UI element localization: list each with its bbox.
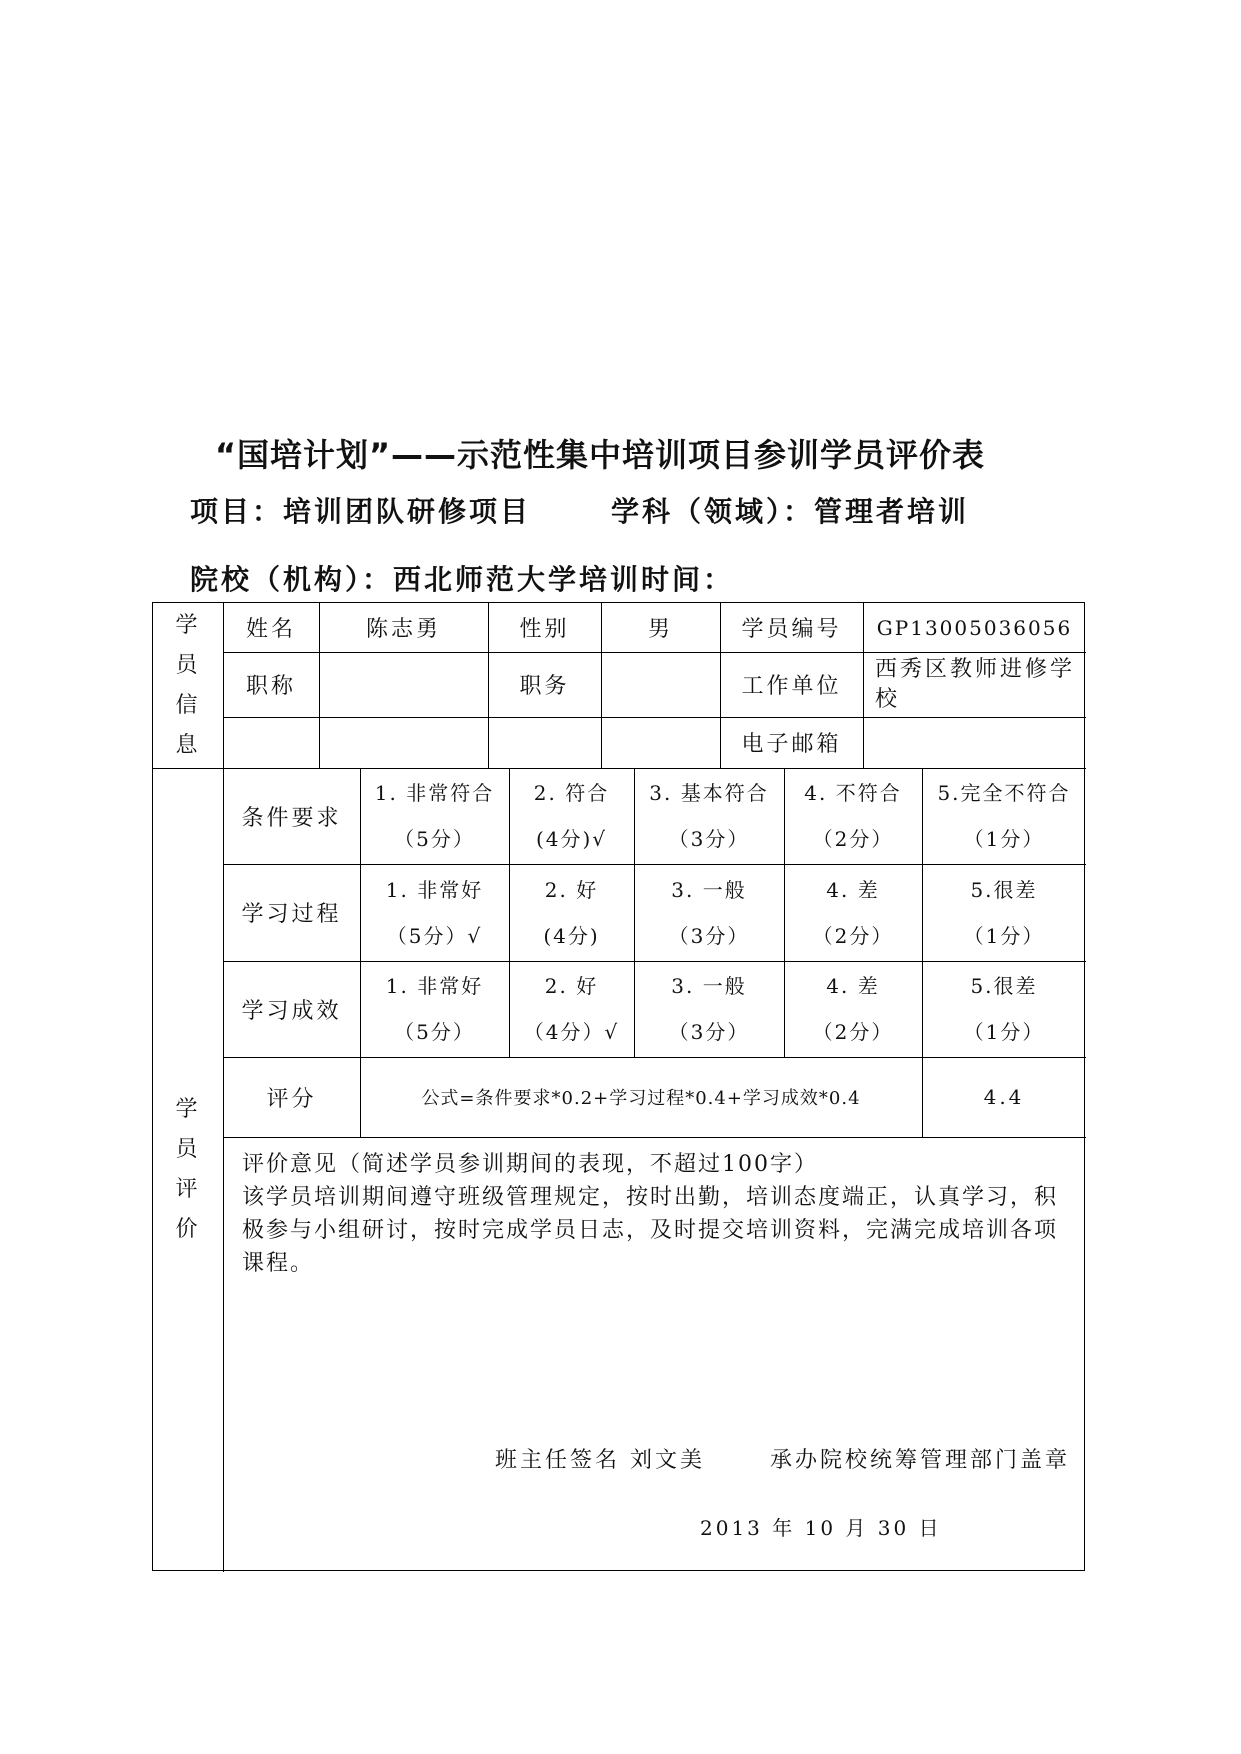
score-value: 4.4 [983, 1085, 1025, 1109]
email-label: 电子邮箱 [741, 732, 842, 757]
comment-section [242, 1148, 1072, 1280]
option-results-3: 3. 一般 （3分） [668, 974, 750, 1044]
school-line [190, 558, 734, 598]
option-process-4: 4. 差 （2分） [812, 877, 894, 948]
option-conditions-1: 1. 非常符合 （5分） [374, 781, 495, 851]
evaluation-table [152, 602, 1085, 1571]
title-label: 职称 [245, 674, 296, 699]
option-process-2: 2. 好 (4分) [543, 877, 600, 948]
subject-label: 学科（领域）： [611, 495, 815, 528]
criteria-label-conditions: 条件要求 [241, 805, 342, 831]
project-label: 项目： [190, 495, 284, 528]
subject-value: 管理者培训 [814, 495, 970, 528]
option-conditions-2: 2. 符合 (4分)√ [533, 781, 610, 851]
option-process-5: 5.很差 （1分） [963, 877, 1045, 948]
project-line [190, 490, 969, 530]
project-value: 培训团队研修项目 [283, 495, 532, 528]
time-label: 培训时间： [579, 563, 735, 596]
form-title: “国培计划”——示范性集中培训项目参训学员评价表 [214, 436, 986, 474]
comment-text: 该学员培训期间遵守班级管理规定，按时出勤，培训态度端正，认真学习，积极参与小组研讨，按时完成学员日志，及时提交培训资料，完满完成培训各项课程。 [242, 1185, 1059, 1276]
position-value [601, 652, 720, 717]
position-label: 职务 [519, 674, 570, 699]
comment-heading: 评价意见（简述学员参训期间的表现，不超过100字） [242, 1152, 818, 1177]
score-formula: 公式=条件要求*0.2+学习过程*0.4+学习成效*0.4 [421, 1088, 861, 1109]
option-results-5: 5.很差 （1分） [963, 974, 1045, 1044]
criteria-label-process: 学习过程 [241, 902, 342, 927]
student-id-label: 学员编号 [741, 617, 842, 642]
title-value [319, 652, 488, 717]
school-value: 西北师范大学 [393, 563, 580, 596]
teacher-signature: 班主任签名 刘文美 [495, 1448, 705, 1473]
score-label: 评分 [266, 1086, 317, 1112]
evaluation-section-label: 学 员 评 价 [175, 1097, 201, 1242]
student-id-value: GP13005036056 [876, 615, 1073, 640]
option-process-3: 3. 一般 （3分） [668, 877, 750, 948]
option-process-1: 1. 非常好 （5分）√ [385, 877, 484, 948]
gender-label: 性别 [519, 617, 570, 642]
seal-note: 承办院校统筹管理部门盖章 [770, 1448, 1071, 1473]
criteria-label-results: 学习成效 [241, 998, 342, 1024]
option-conditions-4: 4. 不符合 （2分） [804, 781, 902, 851]
workplace-value: 西秀区教师进修学校 [875, 656, 1076, 712]
name-label: 姓名 [245, 617, 296, 642]
option-results-2: 2. 好 （4分）√ [523, 974, 620, 1044]
workplace-label: 工作单位 [741, 674, 842, 699]
option-results-4: 4. 差 （2分） [812, 974, 894, 1044]
email-value [863, 717, 1086, 768]
school-label: 院校（机构）： [190, 563, 394, 596]
option-conditions-5: 5.完全不符合 （1分） [937, 781, 1071, 851]
student-info-section-label: 学 员 信 息 [175, 612, 201, 758]
signature-date: 2013 年 10 月 30 日 [700, 1516, 942, 1540]
option-results-1: 1. 非常好 （5分） [385, 974, 484, 1044]
gender-value: 男 [647, 617, 673, 642]
name-value: 陈志勇 [365, 617, 441, 642]
option-conditions-3: 3. 基本符合 （3分） [649, 781, 769, 851]
